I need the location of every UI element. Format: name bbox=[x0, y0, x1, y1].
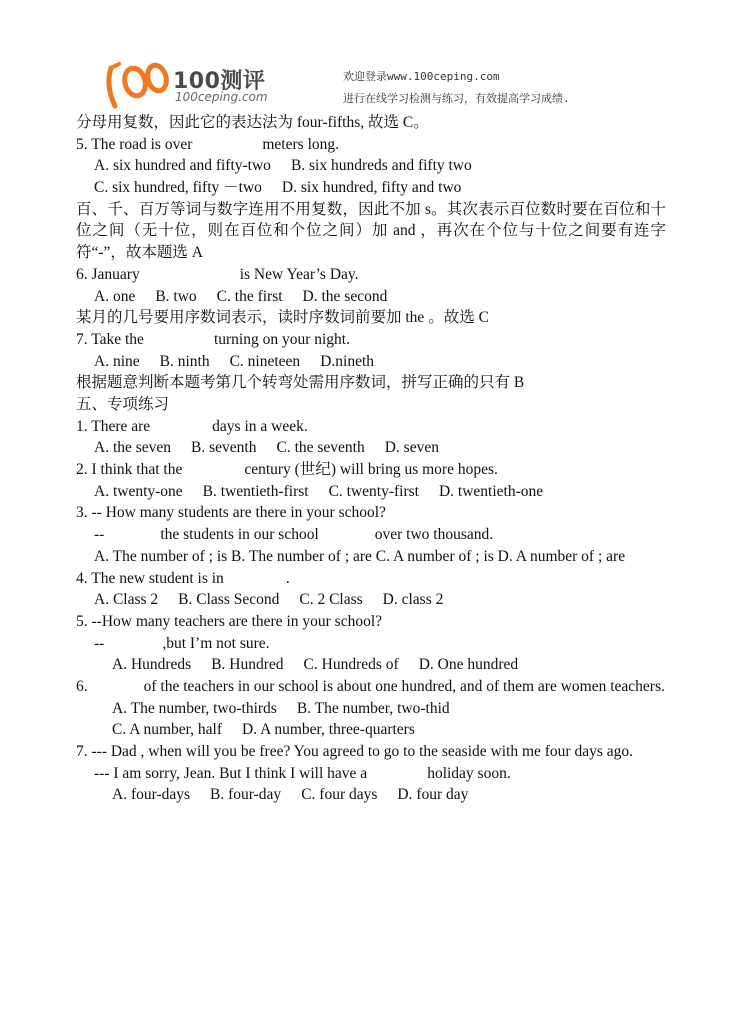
question-stem bbox=[76, 416, 666, 438]
question-options bbox=[76, 719, 666, 741]
option: C. twenty-first bbox=[328, 482, 419, 500]
question-options bbox=[76, 784, 666, 806]
question-stem bbox=[76, 134, 666, 156]
option: B. ninth bbox=[159, 352, 210, 370]
logo-title: 100测评 bbox=[173, 69, 266, 94]
question-stem bbox=[76, 568, 666, 590]
option: B. The number, two-thid bbox=[296, 699, 450, 717]
document-body bbox=[76, 112, 666, 806]
option: C. six hundred, fifty －two bbox=[94, 179, 262, 197]
question-options bbox=[76, 155, 666, 177]
stem-text: 6. January bbox=[76, 265, 140, 283]
stem-text: over two thousand. bbox=[374, 526, 494, 544]
option: D. four day bbox=[397, 786, 469, 804]
answer-line bbox=[76, 524, 666, 546]
option: D. seven bbox=[384, 439, 439, 457]
logo-subtitle: 100ceping.com bbox=[175, 90, 268, 104]
question-stem bbox=[76, 676, 666, 698]
option: B. twentieth-first bbox=[202, 482, 309, 500]
stem-text: . bbox=[285, 569, 290, 587]
question-options bbox=[76, 437, 666, 459]
stem-text: days in a week. bbox=[212, 417, 308, 435]
stem-text: --- I am sorry, Jean. But I think I will have a bbox=[94, 764, 368, 782]
option: C. nineteen bbox=[229, 352, 301, 370]
option: B. four-day bbox=[210, 786, 282, 804]
question-stem: 3. -- How many students are there in your school? bbox=[76, 504, 386, 522]
option: C. the first bbox=[216, 287, 283, 305]
question-stem bbox=[76, 459, 666, 481]
stem-text: 6. bbox=[76, 677, 88, 695]
option: A. one bbox=[94, 287, 136, 305]
option: B. Hundred bbox=[211, 656, 284, 674]
answer-line bbox=[76, 763, 666, 785]
option: A. six hundred and fifty-two bbox=[94, 157, 271, 175]
stem-text: century (世纪) will bring us more hopes. bbox=[244, 461, 498, 479]
option: D. six hundred, fifty and two bbox=[281, 179, 462, 197]
option: A. Class 2 bbox=[94, 591, 159, 609]
question-stem bbox=[76, 329, 666, 351]
option: A. twenty-one bbox=[94, 482, 183, 500]
question-options bbox=[76, 654, 666, 676]
option: B. seventh bbox=[191, 439, 257, 457]
option: B. two bbox=[155, 287, 197, 305]
stem-text: the students in our school bbox=[160, 526, 319, 544]
stem-text: ,but I’m not sure. bbox=[162, 634, 270, 652]
answer-explanation: 百、千、百万等词与数字连用不用复数，因此不加 s。其次表示百位数时要在百位和十位之间（无十位，则在百位和个位之间）加 and ，再次在个位与十位之间要有连字符“-”，故本题选 A bbox=[76, 200, 666, 262]
option: A. nine bbox=[94, 352, 140, 370]
option: A. the seven bbox=[94, 439, 172, 457]
section-heading: 五、专项练习 bbox=[76, 395, 170, 413]
question-options bbox=[76, 698, 666, 720]
question-options: A. The number of ; is B. The number of ; are C. A number of ; is D. A number of ; are bbox=[94, 547, 626, 565]
question-stem bbox=[76, 264, 666, 286]
option: D. One hundred bbox=[418, 656, 519, 674]
option: D. A number, three-quarters bbox=[242, 721, 415, 739]
question-options bbox=[76, 286, 666, 308]
100ceping-logo-icon bbox=[105, 60, 171, 112]
dash: -- bbox=[94, 634, 105, 652]
option: C. 2 Class bbox=[299, 591, 363, 609]
option: D.nineth bbox=[320, 352, 374, 370]
option: C. four days bbox=[301, 786, 378, 804]
option: C. A number, half bbox=[112, 721, 223, 739]
stem-text: is New Year’s Day. bbox=[239, 265, 359, 283]
stem-text: 2. I think that the bbox=[76, 461, 183, 479]
stem-text: 1. There are bbox=[76, 417, 151, 435]
option: B. six hundreds and fifty two bbox=[290, 157, 472, 175]
answer-explanation: 根据题意判断本题考第几个转弯处需用序数词，拼写正确的只有 B bbox=[76, 374, 525, 392]
option: C. Hundreds of bbox=[303, 656, 399, 674]
stem-text: 7. Take the bbox=[76, 330, 144, 348]
answer-explanation: 某月的几号要用序数词表示，读时序数词前要加 the 。故选 C bbox=[76, 309, 489, 327]
question-options bbox=[76, 589, 666, 611]
header-slogan-block bbox=[343, 66, 570, 110]
answer-explanation: 分母用复数，因此它的表达法为 four-fifths, 故选 C。 bbox=[76, 114, 429, 131]
question-stem: 7. --- Dad , when will you be free? You agreed to go to the seaside with me four days ago. bbox=[76, 743, 633, 761]
option: D. class 2 bbox=[382, 591, 444, 609]
slogan-text: 进行在线学习检测与练习，有效提高学习成绩. bbox=[343, 92, 570, 105]
stem-text: meters long. bbox=[262, 135, 339, 153]
answer-line bbox=[76, 633, 666, 655]
question-options bbox=[76, 177, 666, 199]
page-header bbox=[105, 56, 665, 112]
stem-text: turning on your night. bbox=[213, 330, 350, 348]
question-stem: 5. --How many teachers are there in your school? bbox=[76, 612, 383, 630]
option: C. the seventh bbox=[276, 439, 365, 457]
stem-text: 5. The road is over bbox=[76, 135, 193, 153]
stem-text: 4. The new student is in bbox=[76, 569, 224, 587]
stem-text: holiday soon. bbox=[427, 764, 511, 782]
option: B. Class Second bbox=[178, 591, 280, 609]
option: A. Hundreds bbox=[112, 656, 192, 674]
stem-text: of the teachers in our school is about one hundred, and of them are women teachers. bbox=[143, 677, 665, 695]
welcome-text: 欢迎登录www.100ceping.com bbox=[343, 70, 500, 83]
option: A. The number, two-thirds bbox=[112, 699, 277, 717]
option: D. twentieth-one bbox=[438, 482, 544, 500]
option: D. the second bbox=[302, 287, 388, 305]
question-options bbox=[76, 351, 666, 373]
question-options bbox=[76, 481, 666, 503]
dash: -- bbox=[94, 526, 105, 544]
option: A. four-days bbox=[112, 786, 191, 804]
